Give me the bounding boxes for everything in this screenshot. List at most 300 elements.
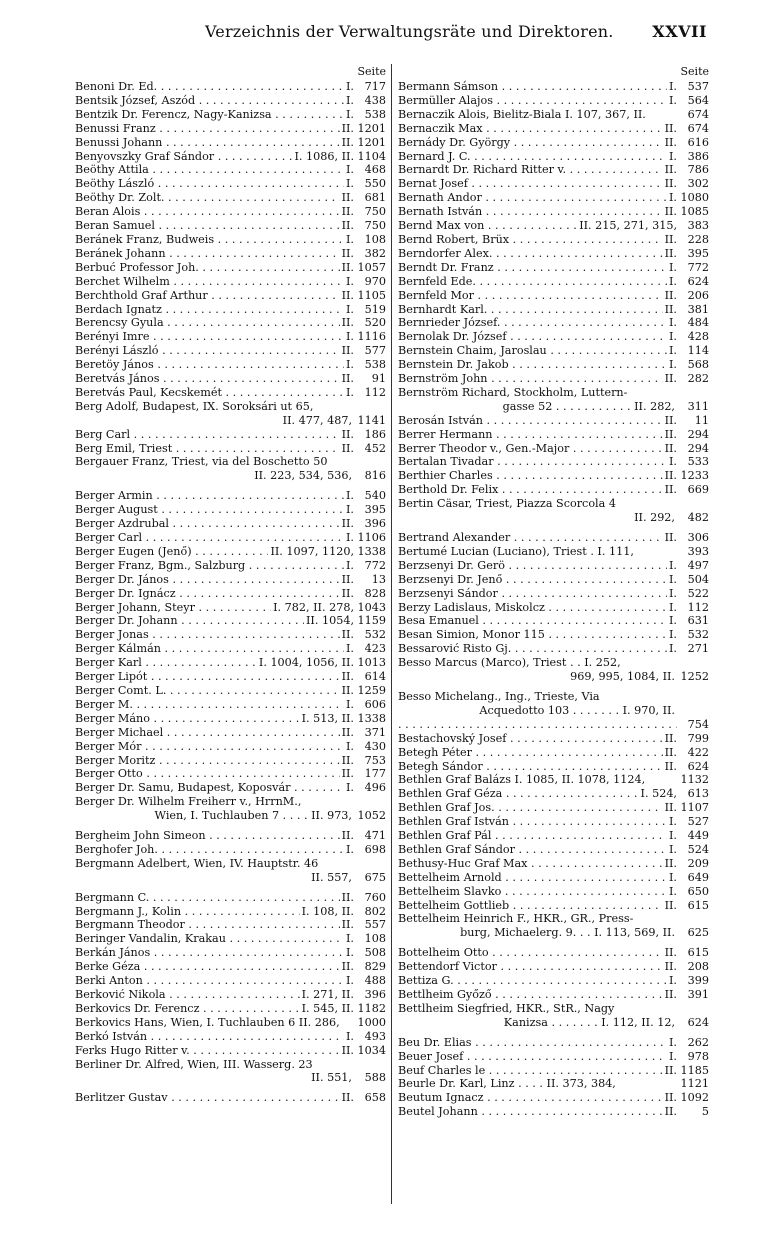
entry-page: 760 — [364, 890, 386, 904]
entry-page: 508 — [364, 946, 386, 960]
entry-name: Bertrand Alexander . . . — [398, 531, 663, 545]
entry-page: 114 — [687, 344, 709, 358]
entry-name: Berger Carl . . . — [75, 531, 344, 545]
index-entry — [75, 163, 386, 177]
entry-name: Berencsy Gyula . . . — [75, 316, 340, 330]
entry-volume-ref: I. — [346, 531, 354, 544]
index-entry — [75, 275, 386, 289]
entry-name: Bernaczik Max . . . — [398, 122, 663, 136]
entry-volume-ref: II. — [664, 302, 677, 316]
entry-name: Benussi Johann . . . — [75, 136, 340, 150]
entry-volume-ref: II. — [664, 135, 677, 149]
index-entry — [398, 559, 709, 573]
entry-name: Bettlheim Győző . . . — [398, 988, 663, 1002]
entry-line-1: Bettlheim Siegfried, HKR., StR., Nagy — [398, 1001, 615, 1015]
index-entry — [75, 545, 386, 559]
entry-page: 816 — [364, 469, 386, 483]
index-entry — [75, 670, 386, 684]
entry-volume-ref: I. 1004, 1056, II. — [258, 656, 354, 670]
index-entry — [75, 289, 386, 303]
column-heading-left: Seite — [357, 65, 386, 78]
index-entry — [398, 247, 709, 261]
entry-page: 177 — [364, 767, 386, 781]
entry-page: 532 — [364, 628, 386, 642]
entry-page: 302 — [687, 177, 709, 191]
entry-volume-ref: I. — [346, 974, 354, 988]
entry-name: Bestachovský Josef . . . — [398, 732, 663, 746]
entry-name: Berthold Dr. Felix . . . — [398, 483, 663, 497]
entry-page: 624 — [687, 1015, 709, 1029]
entry-name: Bernolak Dr. József . . . — [398, 330, 667, 344]
entry-name: Bernády Dr. György . . . — [398, 136, 663, 150]
entry-line-2: Kanizsa . . . . . . . I. 112, II. 12, — [503, 1015, 675, 1029]
entry-page: 658 — [364, 1091, 386, 1105]
entry-page: 625 — [687, 926, 709, 940]
entry-line-1: Bergmann Adelbert, Wien, IV. Hauptstr. 46 — [75, 856, 319, 870]
entry-volume-ref: II. — [341, 628, 354, 642]
index-entry — [75, 656, 386, 670]
index-entry — [75, 918, 386, 932]
entry-volume-ref: I. — [669, 815, 677, 829]
entry-page: 452 — [364, 441, 386, 455]
index-entry — [398, 573, 709, 587]
index-entry — [398, 275, 709, 289]
entry-page: 1132 — [680, 773, 709, 787]
entry-line-2: II. 477, 487, — [282, 413, 352, 427]
entry-volume-ref: II. — [341, 121, 354, 135]
entry-name: Bettelheim Gottlieb . . . — [398, 899, 663, 913]
entry-volume-ref: II. — [664, 898, 677, 912]
entry-volume-ref: I. — [669, 260, 677, 274]
entry-line-1: Bettelheim Heinrich F., HKR., GR., Press- — [398, 912, 634, 926]
entry-volume-ref: I. — [669, 455, 677, 469]
index-entry — [398, 344, 709, 358]
entry-volume-ref: II. — [664, 1091, 677, 1105]
entry-page: 649 — [687, 870, 709, 884]
entry-page: 471 — [364, 829, 386, 843]
entry-name: Bernström John . . . — [398, 372, 663, 386]
entry-page: 393 — [687, 544, 709, 558]
index-entry — [75, 1002, 386, 1016]
entry-page: 799 — [687, 731, 709, 745]
entry-volume-ref: I. — [669, 558, 677, 572]
entry-page: 772 — [364, 558, 386, 572]
index-entry — [398, 988, 709, 1002]
entry-volume-ref: I. — [346, 107, 354, 121]
entry-name: Berger Jonas . . . — [75, 628, 340, 642]
index-entry — [398, 829, 709, 843]
index-entry — [398, 746, 709, 760]
entry-volume-ref: II. — [664, 531, 677, 544]
entry-volume-ref: I. — [669, 274, 677, 288]
entry-volume-ref: II. — [341, 441, 354, 455]
entry-volume-ref: I. — [346, 842, 354, 856]
entry-name: Berndorfer Alex. . . . — [398, 247, 663, 261]
entry-page: 206 — [687, 288, 709, 302]
entry-volume-ref: I. — [346, 93, 354, 107]
entry-name: Beringer Vandalin, Krakau . . . — [75, 932, 344, 946]
index-entry — [398, 601, 709, 615]
index-entry — [398, 414, 709, 428]
entry-name: Beretöy János . . . — [75, 358, 344, 372]
entry-volume-ref: I. — [669, 628, 677, 642]
entry-name: Bernhardt Karl. . . . — [398, 303, 663, 317]
entry-name: Beretvás János . . . — [75, 372, 340, 386]
entry-page: 395 — [687, 246, 709, 260]
entry-name: Berghofer Joh. . . . — [75, 843, 344, 857]
entry-page: 306 — [687, 531, 709, 544]
index-entry — [75, 191, 386, 205]
entry-name: Bernath István . . . — [398, 205, 663, 219]
entry-name: Berger Johann, Steyr . . . — [75, 601, 271, 615]
entry-name: Berosán István . . . — [398, 414, 663, 428]
column-heading-right: Seite — [680, 65, 709, 78]
page-header — [75, 22, 707, 46]
entry-name: Berger Mór . . . — [75, 740, 344, 754]
index-entry — [398, 912, 709, 940]
entry-name: Berchthold Graf Arthur . . . — [75, 289, 340, 303]
index-entry — [75, 754, 386, 768]
entry-page: 557 — [364, 918, 386, 932]
index-entry — [75, 974, 386, 988]
entry-page: 615 — [687, 946, 709, 960]
page-title: Verzeichnis der Verwaltungsräte und Direktoren. — [205, 22, 614, 41]
entry-page: 524 — [687, 842, 709, 856]
index-entry — [75, 205, 386, 219]
entry-name: Bettendorf Victor . . . — [398, 960, 663, 974]
entry-name — [75, 1058, 354, 1086]
entry-volume-ref: I. — [669, 586, 677, 600]
index-entry — [75, 1044, 386, 1058]
entry-volume-ref: II. — [341, 517, 354, 531]
index-entry — [398, 497, 709, 525]
entry-name: Berrer Theodor v., Gen.-Major . . . — [398, 442, 663, 456]
entry-volume-ref: II. — [664, 759, 677, 773]
entry-page: 698 — [364, 842, 386, 856]
entry-name: Berger Franz, Bgm., Salzburg . . . — [75, 559, 344, 573]
entry-volume-ref: I. — [669, 1049, 677, 1063]
entry-page: 615 — [687, 898, 709, 912]
entry-volume-ref: I. — [346, 932, 354, 946]
entry-line-2: Acquedotto 103 . . . . . . . I. 970, II. — [479, 703, 675, 717]
entry-page: 606 — [364, 697, 386, 711]
entry-page: 386 — [687, 149, 709, 163]
entry-page: 650 — [687, 884, 709, 898]
index-entry — [398, 614, 709, 628]
entry-volume-ref: II. — [664, 946, 677, 960]
entry-volume-ref: I. — [669, 642, 677, 656]
entry-page: 381 — [687, 302, 709, 316]
entry-volume-ref: I. 782, II. 278, — [273, 600, 354, 614]
index-entry — [398, 108, 709, 122]
index-entry — [398, 94, 709, 108]
entry-line-1: Berliner Dr. Alfred, Wien, III. Wasserg. 23 — [75, 1057, 313, 1071]
index-entry — [75, 108, 386, 122]
entry-volume-ref: I. 545, II. — [301, 1001, 354, 1015]
entry-page: 828 — [364, 586, 386, 600]
entry-name: Berchet Wilhelm . . . — [75, 275, 344, 289]
entry-volume-ref: I. — [346, 385, 354, 399]
index-entry — [398, 177, 709, 191]
entry-volume-ref: I. — [346, 232, 354, 246]
entry-volume-ref: II. — [664, 288, 677, 302]
entry-volume-ref: II. — [341, 372, 354, 386]
entry-name: Bernfeld Ede. . . . — [398, 275, 667, 289]
entry-name — [398, 1002, 677, 1030]
entry-name: Bethlen Graf István . . . — [398, 815, 667, 829]
entry-volume-ref: II. 1097, 1120, — [270, 544, 354, 558]
index-entry — [75, 503, 386, 517]
entry-page: 564 — [687, 93, 709, 107]
index-entry — [398, 1050, 709, 1064]
entry-name: Berg Emil, Triest . . . — [75, 442, 340, 456]
entry-name: Bernath Andor . . . — [398, 191, 667, 205]
entry-page: 497 — [687, 558, 709, 572]
index-entry — [398, 732, 709, 746]
entry-volume-ref: I. — [346, 358, 354, 372]
entry-volume-ref: II. — [664, 177, 677, 191]
entry-name: Bettelheim Slavko . . . — [398, 885, 667, 899]
index-entry — [398, 1077, 709, 1091]
entry-volume-ref: II. — [341, 960, 354, 974]
entry-volume-ref: II. — [664, 163, 677, 177]
index-entry — [398, 857, 709, 871]
index-entry — [75, 517, 386, 531]
entry-page: 568 — [687, 358, 709, 372]
entry-volume-ref: I. — [346, 1029, 354, 1043]
entry-volume-ref: II. — [664, 413, 677, 427]
entry-volume-ref: I. — [346, 489, 354, 503]
entry-name — [398, 497, 677, 525]
entry-name: Bettiza G. . . . — [398, 974, 667, 988]
entry-name: Berger Eugen (Jenő) . . . — [75, 545, 268, 559]
entry-page: 108 — [364, 232, 386, 246]
entry-page: 423 — [364, 642, 386, 656]
entry-name — [75, 857, 354, 885]
index-entry — [398, 587, 709, 601]
entry-volume-ref: I. — [669, 842, 677, 856]
entry-name: Betegh Péter . . . — [398, 746, 663, 760]
right-entry-list — [398, 80, 709, 1119]
index-entry — [398, 773, 709, 787]
entry-page: 396 — [364, 988, 386, 1001]
index-entry — [398, 545, 709, 559]
entry-page: 13 — [371, 572, 386, 586]
index-entry — [398, 946, 709, 960]
entry-page: 613 — [687, 787, 709, 801]
entry-volume-ref: I. — [669, 316, 677, 330]
index-entry — [398, 163, 709, 177]
entry-name — [75, 795, 354, 823]
entry-name: Besan Simion, Monor 115 . . . — [398, 628, 667, 642]
index-entry — [75, 261, 386, 275]
entry-volume-ref: II. — [341, 219, 354, 233]
entry-volume-ref: II. — [664, 801, 677, 815]
index-entry — [398, 136, 709, 150]
entry-page: 91 — [371, 372, 386, 386]
entry-volume-ref: I. — [669, 330, 677, 344]
index-entry — [75, 247, 386, 261]
entry-page: 371 — [364, 725, 386, 739]
entry-name: Berger Azdrubal . . . — [75, 517, 340, 531]
index-entry — [398, 316, 709, 330]
index-entry — [75, 726, 386, 740]
entry-line-2: II. 551, — [311, 1071, 352, 1085]
entry-name: Bermann Sámson . . . — [398, 80, 667, 94]
index-entry — [398, 690, 709, 732]
entry-page: 5 — [701, 1105, 709, 1119]
entry-name: Beöthy László . . . — [75, 177, 344, 191]
index-entry — [75, 1058, 386, 1086]
entry-page: 1141 — [357, 413, 386, 427]
entry-volume-ref: I. — [669, 191, 677, 205]
entry-page: 262 — [687, 1035, 709, 1049]
index-entry — [398, 330, 709, 344]
entry-page: 527 — [687, 815, 709, 829]
entry-line-2: II. 223, 534, 536, — [254, 469, 352, 483]
entry-name: Beu Dr. Elias . . . — [398, 1036, 667, 1050]
entry-page: 438 — [364, 93, 386, 107]
entry-name: Bernardt Dr. Richard Ritter v. . . . — [398, 163, 663, 177]
index-entry — [75, 136, 386, 150]
index-entry — [75, 219, 386, 233]
entry-volume-ref: I. 524, — [640, 787, 677, 801]
entry-name: Beutel Johann . . . — [398, 1105, 663, 1119]
left-entry-list — [75, 80, 386, 1105]
entry-page: 208 — [687, 960, 709, 974]
entry-name: Beuer Josef . . . — [398, 1050, 667, 1064]
index-entry — [398, 960, 709, 974]
entry-line-1: Bernström Richard, Stockholm, Luttern- — [398, 385, 628, 399]
entry-volume-ref: II. — [664, 988, 677, 1001]
index-entry — [398, 386, 709, 414]
entry-name — [75, 455, 354, 483]
index-entry — [75, 614, 386, 628]
index-entry — [75, 601, 386, 615]
entry-volume-ref: I. — [346, 558, 354, 572]
entry-page: 395 — [364, 503, 386, 517]
entry-page: 772 — [687, 260, 709, 274]
entry-page: 786 — [687, 163, 709, 177]
entry-name: Berger Lipót . . . — [75, 670, 340, 684]
entry-volume-ref: I. — [669, 358, 677, 372]
index-entry — [75, 712, 386, 726]
entry-volume-ref: II. — [341, 829, 354, 843]
entry-name: Beránek Franz, Budweis . . . — [75, 233, 344, 247]
entry-volume-ref: II. — [341, 683, 354, 697]
entry-volume-ref: II. — [341, 1043, 354, 1057]
entry-volume-ref: I. — [346, 274, 354, 288]
entry-page: 383 — [687, 219, 709, 233]
entry-name: Bergheim John Simeon . . . — [75, 829, 340, 843]
entry-volume-ref: I. 108, II. — [301, 904, 354, 918]
entry-name: Berkovics Hans, Wien, I. Tuchlauben 6 II. 286, — [75, 1015, 340, 1029]
entry-line-1: Bertin Cäsar, Triest, Piazza Scorcola 4 — [398, 497, 616, 511]
entry-page: 112 — [364, 385, 386, 399]
entry-line-1: Bergauer Franz, Triest, via del Boschetto 50 — [75, 455, 328, 469]
index-entry — [75, 1030, 386, 1044]
index-entry — [75, 932, 386, 946]
entry-volume-ref: I. — [669, 974, 677, 988]
entry-name: Berlitzer Gustav . . . — [75, 1091, 340, 1105]
entry-page: 669 — [687, 483, 709, 497]
entry-volume-ref: II. — [341, 753, 354, 767]
index-entry — [75, 642, 386, 656]
entry-page: 1104 — [357, 149, 386, 163]
entry-volume-ref: II. — [341, 572, 354, 586]
entry-volume-ref: I. — [669, 884, 677, 898]
entry-page: 11 — [694, 413, 709, 427]
entry-name: Berger Moritz . . . — [75, 754, 340, 768]
entry-volume-ref: II. — [664, 745, 677, 759]
index-entry — [398, 899, 709, 913]
entry-line-1: Berg Adolf, Budapest, IX. Soroksári ut 65, — [75, 399, 314, 413]
entry-page: 1106 — [357, 531, 386, 544]
entry-volume-ref: II. — [664, 232, 677, 246]
entry-name: Beöthy Dr. Zolt. . . . — [75, 191, 340, 205]
entry-page: 422 — [687, 745, 709, 759]
index-entry — [75, 316, 386, 330]
entry-page: 228 — [687, 232, 709, 246]
entry-volume-ref: I. — [346, 330, 354, 344]
entry-volume-ref: II. — [341, 1091, 354, 1105]
entry-page: 970 — [364, 274, 386, 288]
index-entry — [75, 455, 386, 483]
index-entry — [75, 386, 386, 400]
entry-name: Berényi László . . . — [75, 344, 340, 358]
entry-name: Berényi Imre . . . — [75, 330, 344, 344]
entry-page: 520 — [364, 316, 386, 330]
entry-volume-ref: I. — [669, 149, 677, 163]
index-entry — [398, 289, 709, 303]
entry-page: 186 — [364, 427, 386, 441]
index-entry — [75, 122, 386, 136]
index-entry — [398, 628, 709, 642]
entry-page: 1105 — [357, 288, 386, 302]
entry-volume-ref: I. — [669, 93, 677, 107]
entry-page: 978 — [687, 1049, 709, 1063]
entry-volume-ref: II. — [341, 918, 354, 932]
entry-volume-ref: II. — [664, 731, 677, 745]
entry-name: Berki Anton . . . — [75, 974, 344, 988]
entry-page: 588 — [364, 1071, 386, 1085]
entry-page: 1252 — [680, 670, 709, 684]
entry-volume-ref: II. — [341, 260, 354, 274]
index-entry — [398, 233, 709, 247]
entry-name: Beran Samuel . . . — [75, 219, 340, 233]
entry-page: 1057 — [357, 260, 386, 274]
entry-name: Bessarović Risto Gj. . . . — [398, 642, 667, 656]
entry-name — [398, 912, 677, 940]
entry-name: Bergmann Theodor . . . — [75, 918, 340, 932]
index-entry — [398, 469, 709, 483]
entry-name: Bethlen Graf Jos. . . . — [398, 801, 663, 815]
index-entry — [398, 303, 709, 317]
index-entry — [75, 795, 386, 823]
entry-page: 624 — [687, 759, 709, 773]
entry-name: Beránek Johann . . . — [75, 247, 340, 261]
entry-page: 382 — [364, 246, 386, 260]
entry-volume-ref: II. — [341, 288, 354, 302]
entry-volume-ref: II. — [664, 960, 677, 974]
entry-name: Bethlen Graf Balázs I. 1085, II. 1078, 1124, — [398, 773, 646, 787]
entry-page: 624 — [687, 274, 709, 288]
entry-page: 750 — [364, 205, 386, 219]
entry-name: Berger Comt. L. . . . — [75, 684, 340, 698]
entry-name: Berke Géza . . . — [75, 960, 340, 974]
entry-volume-ref: II. — [664, 121, 677, 135]
entry-name: Berg Carl . . . — [75, 428, 340, 442]
